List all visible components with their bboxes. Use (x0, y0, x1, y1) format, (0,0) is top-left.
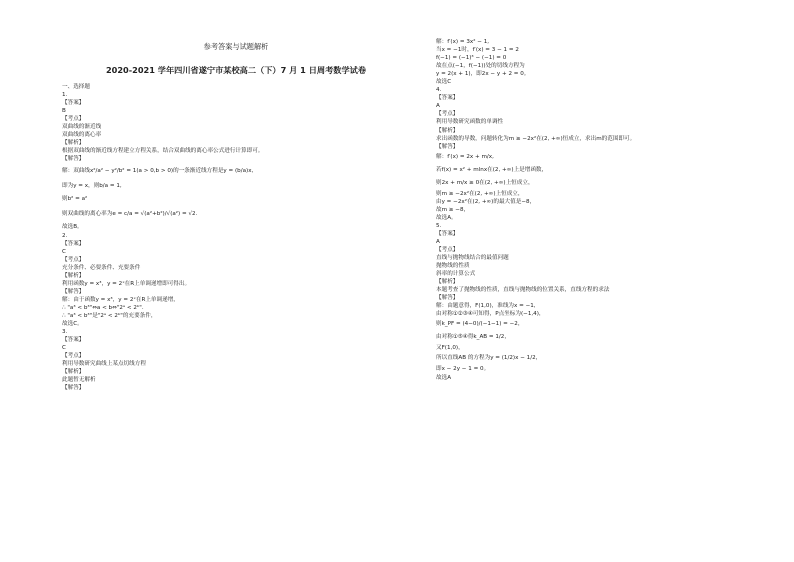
right-column (436, 38, 766, 382)
question-number: 5. (436, 222, 442, 229)
solution-line: 故选C (436, 79, 452, 86)
topic-text: 利用导数研究曲线上某点切线方程 (62, 361, 146, 368)
answer-tag: 【答案】 (436, 230, 459, 237)
solution-line: ∴ "a³ < b³"是"2ᵃ < 2ᵇ"的充要条件， (62, 312, 157, 319)
question-number: 3. (62, 329, 68, 336)
answer-value: A (436, 103, 440, 110)
solution-line: 当x = −1时，f′(x) = 3 − 1 = 2 (436, 47, 519, 54)
solution-line: 故选A。 (436, 214, 457, 221)
analysis-text: 利用函数y = x³，y = 2ˣ在R上单调递增即可得出。 (62, 280, 191, 287)
topic-tag: 【考点】 (436, 246, 459, 253)
topic-text: 利用导数研究函数的单调性 (436, 119, 504, 126)
left-column (62, 38, 410, 392)
topic-text: 双曲线的离心率 (62, 132, 102, 139)
section-heading: 一、选择题 (62, 84, 90, 90)
topic-tag: 【考点】 (62, 116, 85, 123)
solution-line: 解：f′(x) = 2x + m/x, (436, 153, 494, 160)
answer-tag: 【答案】 (62, 240, 85, 247)
answer-value: A (436, 238, 440, 245)
analysis-tag: 【解析】 (62, 369, 85, 376)
solution-line: 即为y = x，则b/a = 1, (62, 183, 122, 190)
solution-line: 故选C。 (62, 321, 83, 328)
analysis-tag: 【解析】 (436, 279, 459, 286)
analysis-text: 根据双曲线的渐近线方程建立方程关系，结合双曲线的离心率公式进行计算即可。 (62, 148, 264, 155)
analysis-text: 本题考查了抛物线的性质，直线与抛物线的位置关系，直线方程的求法 (436, 287, 610, 294)
topic-text: 直线与抛物线结合的最值问题 (436, 255, 509, 262)
solution-line: 由y = −2x²在(2, +∞)的最大值是−8， (436, 198, 536, 205)
question-number: 4. (436, 87, 442, 94)
solution-tag: 【解答】 (436, 295, 459, 302)
solution-line: 故m ≥ −8， (436, 206, 470, 213)
solution-line: ∴ "a³ < b³"⇔a < b⇔"2ᵃ < 2ᵇ". (62, 304, 144, 311)
solution-line: 由对称①②③④可知得，P点坐标为(−1,4)， (436, 311, 545, 318)
topic-tag: 【考点】 (62, 256, 85, 263)
answer-value: C (62, 345, 66, 352)
question-number: 1. (62, 92, 68, 99)
topic-tag: 【考点】 (436, 111, 459, 118)
analysis-text: 求出函数的导数，问题转化为m ≥ −2x²在(2, +∞)恒成立，求出m的范围即可。 (436, 135, 636, 142)
answer-value: B (62, 108, 66, 115)
answer-tag: 【答案】 (62, 100, 85, 107)
topic-text: 抛物线的性质 (436, 263, 470, 270)
solution-line: 解：由题意得，F(1,0)，准线为x = −1, (436, 303, 536, 310)
solution-tag: 【解答】 (62, 385, 85, 392)
solution-tag: 【解答】 (436, 143, 459, 150)
solution-line: f(−1) = (−1)³ − (−1) = 0 (436, 55, 507, 62)
analysis-tag: 【解析】 (62, 272, 85, 279)
analysis-tag: 【解析】 (62, 140, 85, 147)
solution-line: 则双曲线的离心率为e = c/a = √(a²+b²)/√(a²) = √2. (62, 211, 198, 218)
topic-text: 斜率的计算公式 (436, 271, 476, 278)
answer-tag: 【答案】 (436, 95, 459, 102)
topic-text: 充分条件、必要条件、充要条件 (62, 264, 141, 271)
solution-tag: 【解答】 (62, 156, 85, 163)
question-number: 2. (62, 232, 68, 239)
solution-line: 所以直线AB 的方程为y = (1/2)x − 1/2， (436, 355, 542, 362)
answer-tag: 【答案】 (62, 337, 85, 344)
analysis-tag: 【解析】 (436, 127, 459, 134)
topic-text: 双曲线的渐近线 (62, 124, 102, 131)
solution-line: 解：由于函数y = x³，y = 2ˣ在R上单调递增， (62, 296, 179, 303)
solution-line: 即x − 2y − 1 = 0。 (436, 366, 490, 373)
solution-line: 故选B。 (62, 224, 83, 231)
solution-line: y = 2(x + 1)，即2x − y + 2 = 0。 (436, 71, 530, 78)
solution-line: 则2x + m/x ≥ 0在(2, +∞)上恒成立， (436, 179, 534, 186)
solution-line: 由对称①⑤④得k_AB = 1/2， (436, 334, 510, 341)
solution-line: 若f(x) = x² + mlnx在(2, +∞)上是增函数， (436, 166, 548, 173)
solution-line: 则k_PF = (4−0)/(−1−1) = −2， (436, 321, 524, 328)
solution-line: 又F(1,0)， (436, 345, 464, 352)
solution-line: 解：f′(x) = 3x² − 1, (436, 39, 490, 45)
solution-line: 则m ≥ −2x²在(2, +∞)上恒成立， (436, 190, 524, 197)
solution-line: 则b² = a² (62, 196, 88, 203)
solution-line: 解：双曲线x²/a² − y²/b² = 1(a > 0,b > 0)的一条渐近线方程是y = (b/a)x, (62, 168, 254, 175)
topic-tag: 【考点】 (62, 353, 85, 360)
solution-tag: 【解答】 (62, 288, 85, 295)
solution-line: 故在点(−1，f(−1))处的切线方程为 (436, 63, 525, 70)
answer-value: C (62, 248, 66, 255)
analysis-text: 此题暂无解析 (62, 377, 96, 384)
answer-header: 参考答案与试题解析 (203, 42, 269, 51)
solution-line: 故选A (436, 374, 452, 381)
exam-title: 2020-2021 学年四川省遂宁市某校高二（下）7 月 1 日周考数学试卷 (105, 65, 367, 75)
